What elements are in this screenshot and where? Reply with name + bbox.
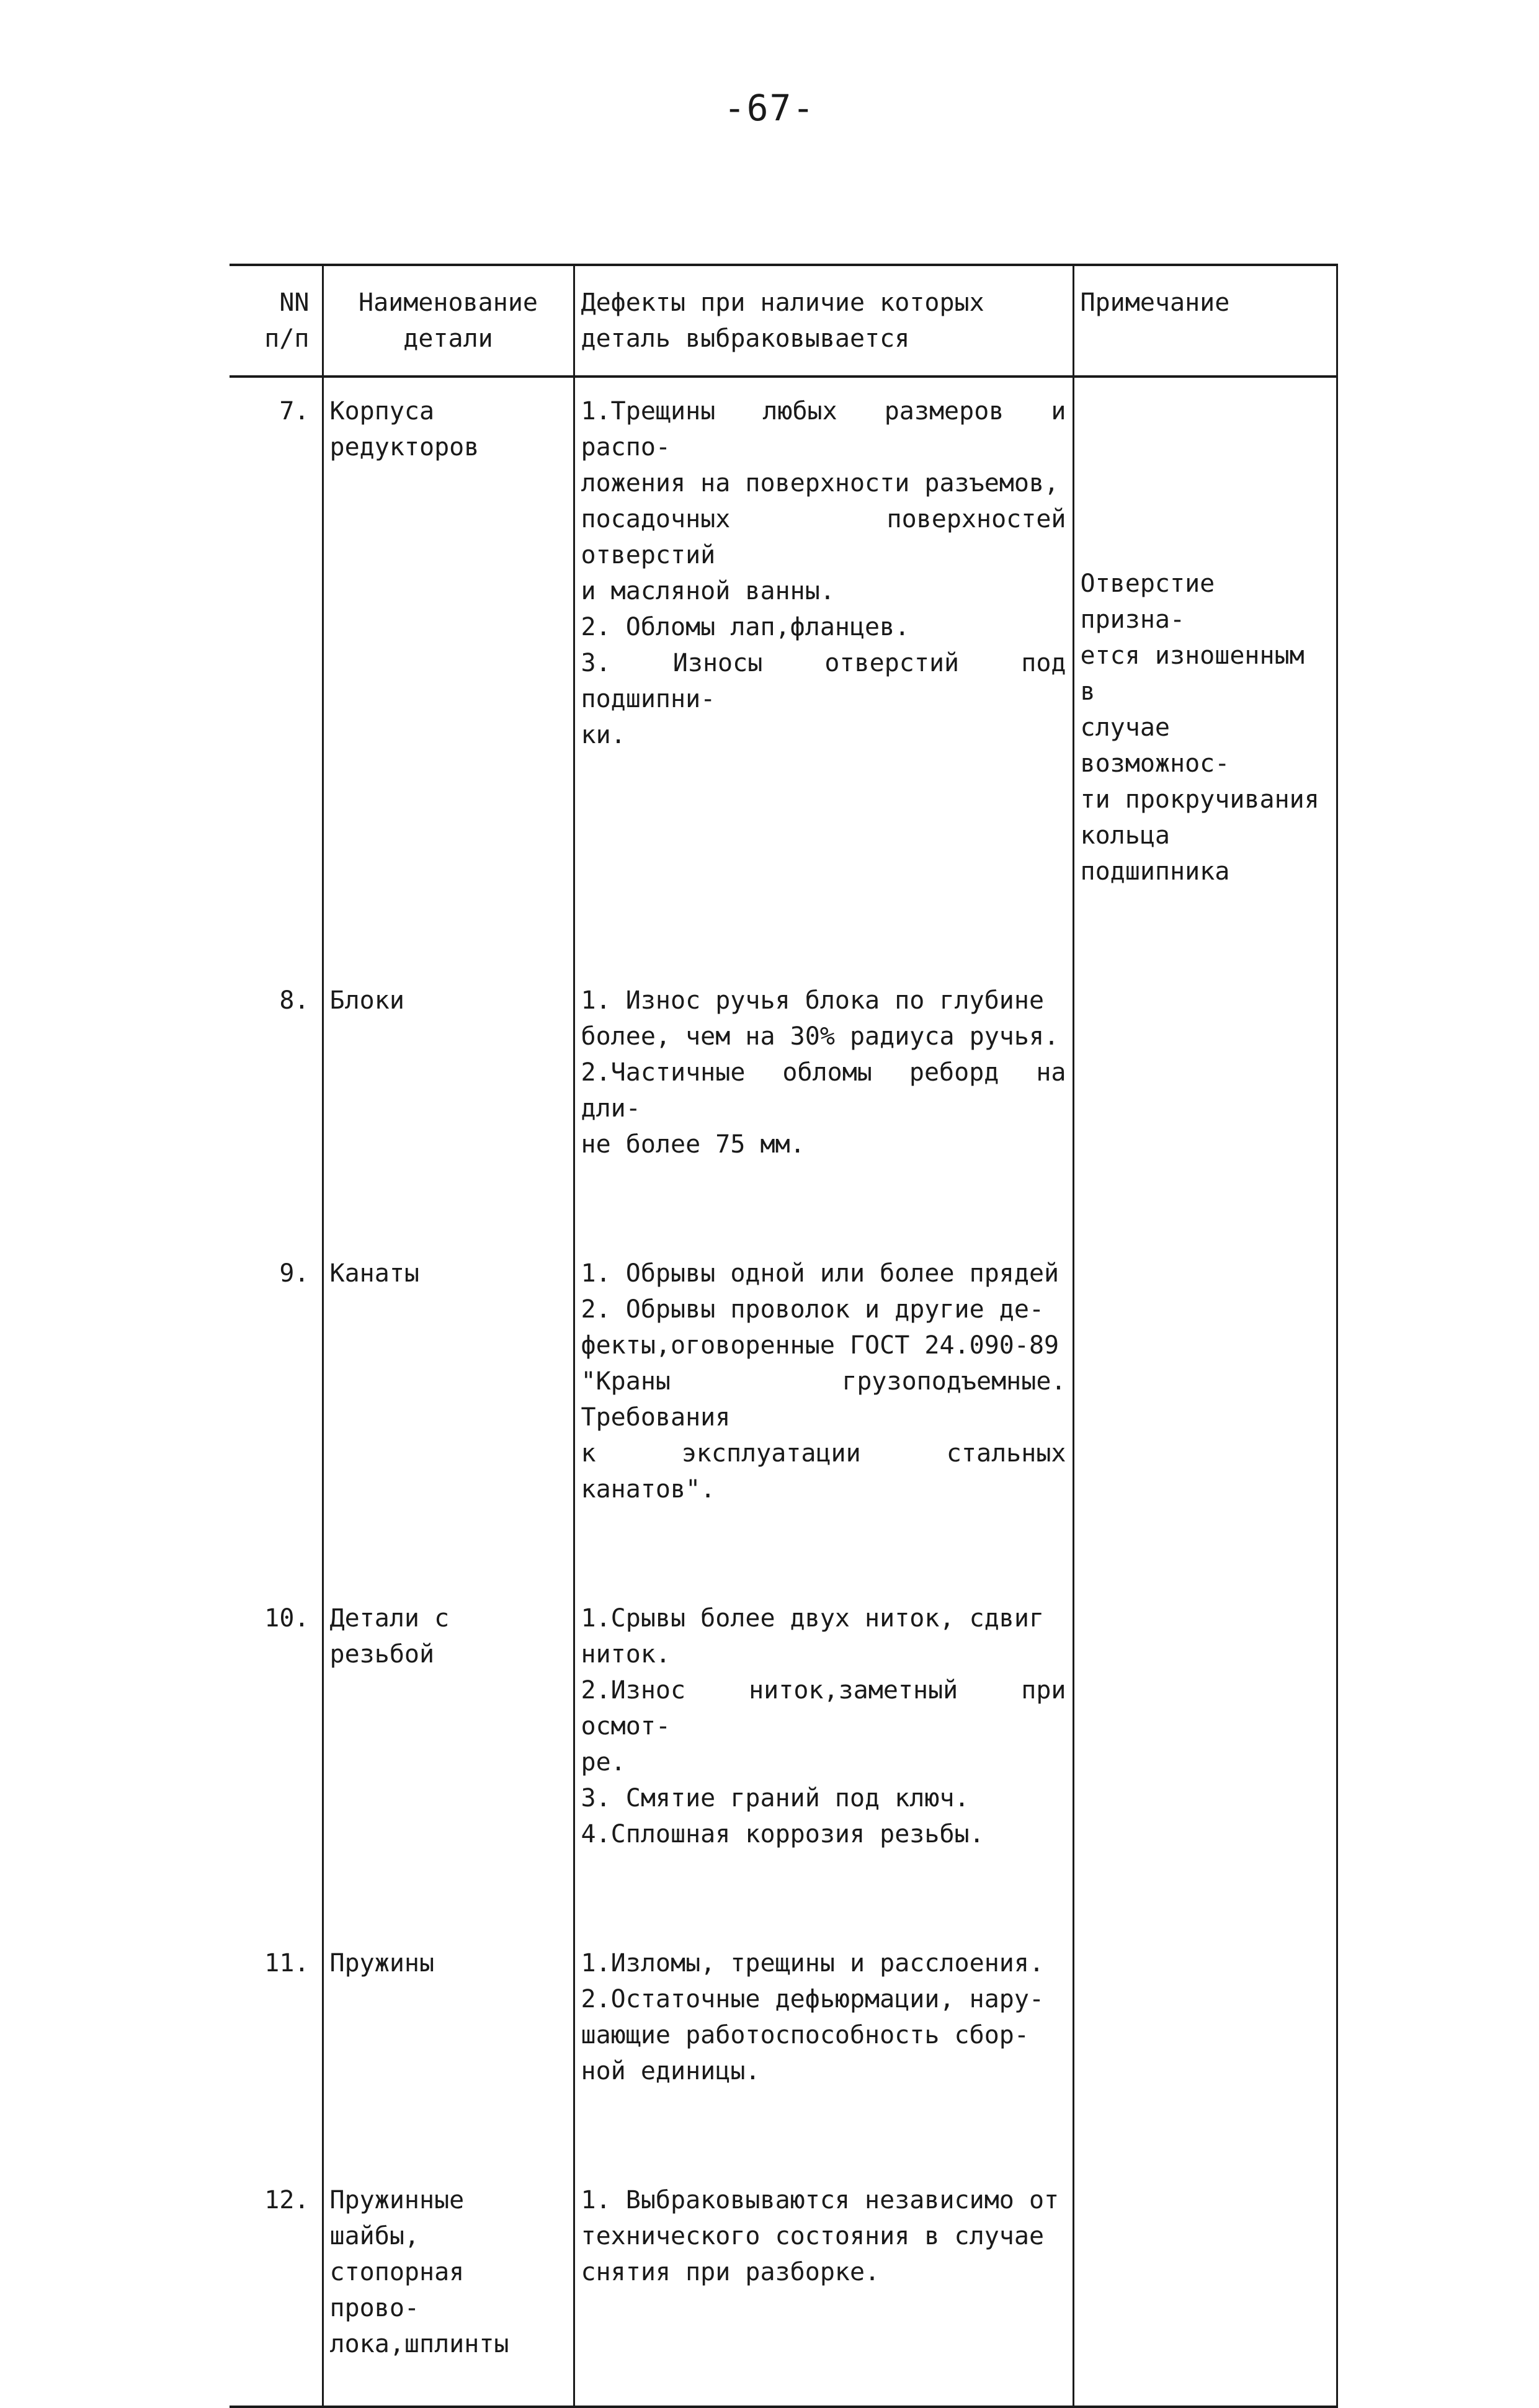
header-defects: Дефекты при наличие которых деталь выбраковывается [574,265,1073,377]
row-num: 7. [230,377,323,983]
row-note [1073,2182,1337,2407]
row-num: 8. [230,983,323,1255]
row-defects: 1. Износ ручья блока по глубине более, чем на 30% радиуса ручья. 2.Частичные обломы реборд на дли- не более 75 мм. [574,983,1073,1255]
header-name: Наименование детали [323,265,574,377]
table-body [230,377,1337,2407]
defects-table [230,264,1338,2408]
row-part-name: Корпуса редукторов [323,377,574,983]
row-part-name: Канаты [323,1255,574,1600]
table-row [230,1600,1337,1945]
table-row [230,983,1337,1255]
table-row [230,2182,1337,2407]
row-note [1073,1945,1337,2182]
row-defects: 1.Трещины любых размеров и распо- ложения на поверхности разъемов, посадочных поверхностей отверстий и масляной ванны. 2. Обломы лап,фланцев. 3. Износы отверстий под подшипни- ки. [574,377,1073,983]
table-row [230,377,1337,983]
header-note: Примечание [1073,265,1337,377]
header-num: NN п/п [230,265,323,377]
row-part-name: Детали с резьбой [323,1600,574,1945]
table-row [230,1255,1337,1600]
row-defects: 1.Изломы, трещины и расслоения. 2.Остаточные дефьюрмации, нару- шающие работоспособность сбор- ной единицы. [574,1945,1073,2182]
row-defects: 1. Выбраковываются независимо от технического состояния в случае снятия при разборке. [574,2182,1073,2407]
row-note [1073,1255,1337,1600]
page-number: -67- [723,87,816,129]
row-num: 11. [230,1945,323,2182]
table-header [230,265,1337,377]
row-part-name: Пружины [323,1945,574,2182]
row-note-cell [1073,377,1337,983]
row-num: 10. [230,1600,323,1945]
row-note [1073,1600,1337,1945]
row-part-name: Блоки [323,983,574,1255]
row-num: 9. [230,1255,323,1600]
row-note: Отверстие призна- ется изношенным в случае возможнос- ти прокручивания кольца подшипника [1080,569,1319,886]
row-num: 12. [230,2182,323,2407]
row-part-name: Пружинные шайбы, стопорная прово- лока,шплинты [323,2182,574,2407]
row-note [1073,983,1337,1255]
row-defects: 1. Обрывы одной или более прядей 2. Обрывы проволок и другие де- фекты,оговоренные ГОСТ 24.090-89 "Краны грузоподъемные. Требования к эксплуатации стальных канатов". [574,1255,1073,1600]
header-row [230,265,1337,377]
table-row [230,1945,1337,2182]
row-defects: 1.Срывы более двух ниток, сдвиг ниток. 2.Износ ниток,заметный при осмот- ре. 3. Смятие граний под ключ. 4.Сплошная коррозия резьбы. [574,1600,1073,1945]
